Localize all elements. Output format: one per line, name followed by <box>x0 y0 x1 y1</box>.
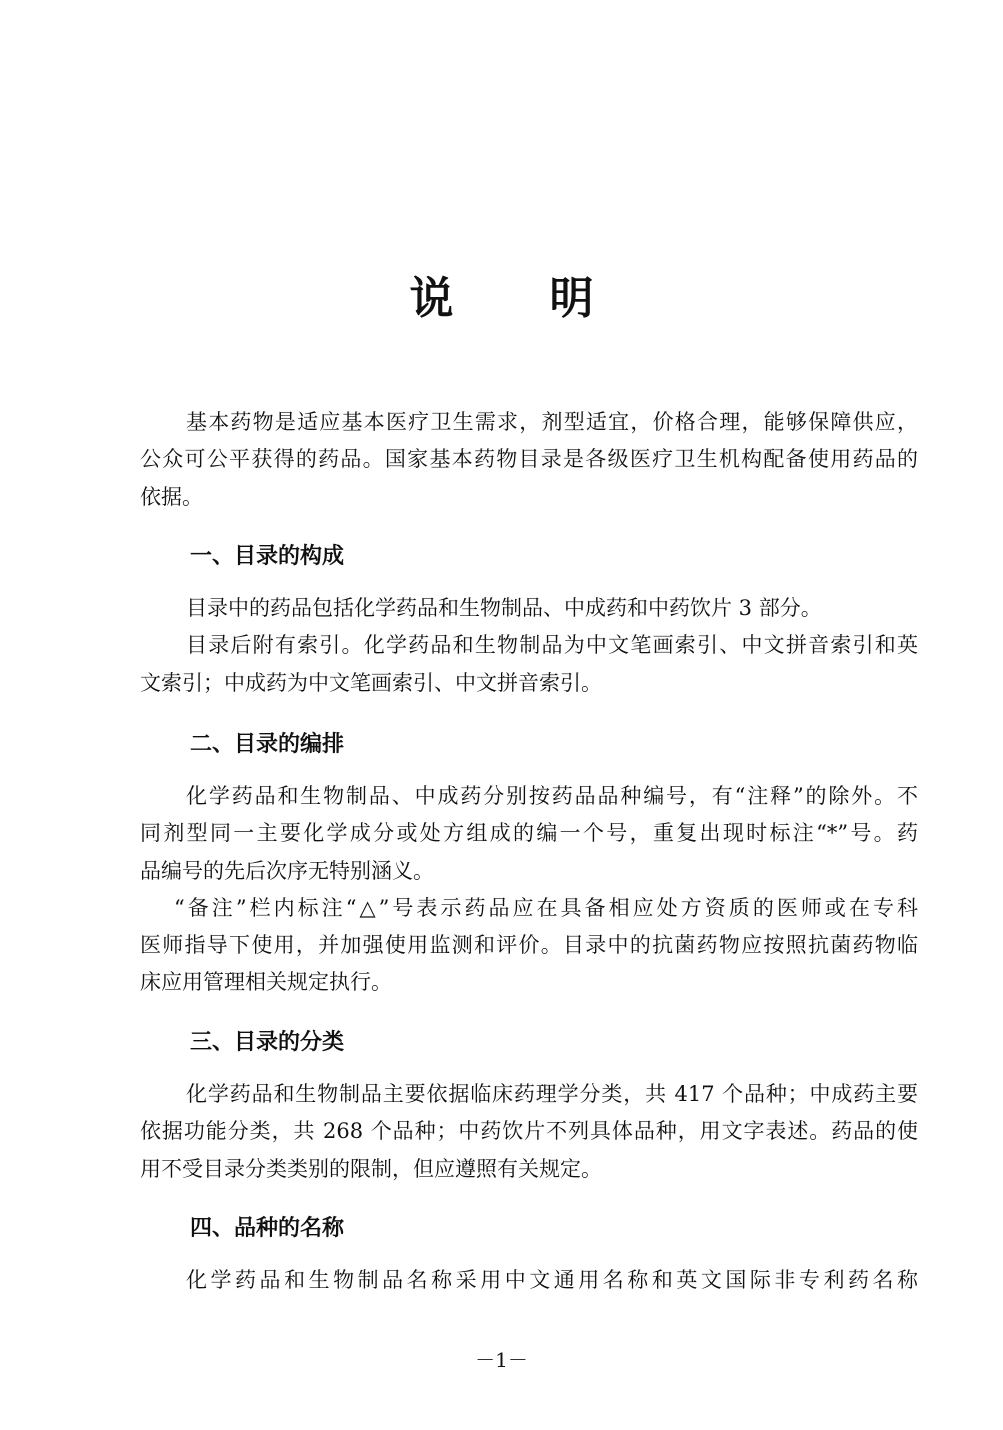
section-body <box>140 1076 918 1188</box>
text-line: 依据功能分类，共 268 个品种；中药饮片不列具体品种，用文字表述。药品的使 <box>140 1119 918 1144</box>
section-body <box>140 778 918 1002</box>
text-line: 化学药品和生物制品、中成药分别按药品品种编号，有“注释”的除外。不 <box>186 784 918 808</box>
title-char: 说 <box>409 273 454 324</box>
text-line: 用不受目录分类类别的限制，但应遵照有关规定。 <box>140 1156 602 1181</box>
intro-paragraph <box>140 404 918 516</box>
text-line: 化学药品和生物制品主要依据临床药理学分类，共 417 个品种；中成药主要 <box>186 1082 918 1106</box>
title-char: 明 <box>549 273 594 324</box>
text-line: 依据。 <box>140 484 203 509</box>
section-heading: 三、目录的分类 <box>190 1030 345 1055</box>
section-heading: 四、品种的名称 <box>190 1216 345 1241</box>
text-line: 化学药品和生物制品名称采用中文通用名称和英文国际非专利药名称 <box>186 1268 918 1292</box>
text-line: 床应用管理相关规定执行。 <box>140 970 392 995</box>
text-line: 基本药物是适应基本医疗卫生需求，剂型适宜，价格合理，能够保障供应， <box>186 410 918 434</box>
page-title <box>0 262 1003 326</box>
section-body <box>140 1262 918 1299</box>
section-body <box>140 590 918 702</box>
text-line: 文索引；中成药为中文笔画索引、中文拼音索引。 <box>140 670 602 695</box>
section-heading: 一、目录的构成 <box>190 544 345 569</box>
text-line: 公众可公平获得的药品。国家基本药物目录是各级医疗卫生机构配备使用药品的 <box>140 447 918 472</box>
text-line: 目录中的药品包括化学药品和生物制品、中成药和中药饮片 3 部分。 <box>186 596 822 620</box>
text-line: 医师指导下使用，并加强使用监测和评价。目录中的抗菌药物应按照抗菌药物临 <box>140 933 918 958</box>
text-line: “备注”栏内标注“△”号表示药品应在具备相应处方资质的医师或在专科 <box>174 895 918 920</box>
page-number: －1－ <box>475 1348 528 1372</box>
text-line: 品编号的先后次序无特别涵义。 <box>140 858 434 883</box>
section-heading: 二、目录的编排 <box>190 732 345 757</box>
text-line: 同剂型同一主要化学成分或处方组成的编一个号，重复出现时标注“*”号。药 <box>140 821 918 846</box>
text-line: 目录后附有索引。化学药品和生物制品为中文笔画索引、中文拼音索引和英 <box>186 633 918 658</box>
